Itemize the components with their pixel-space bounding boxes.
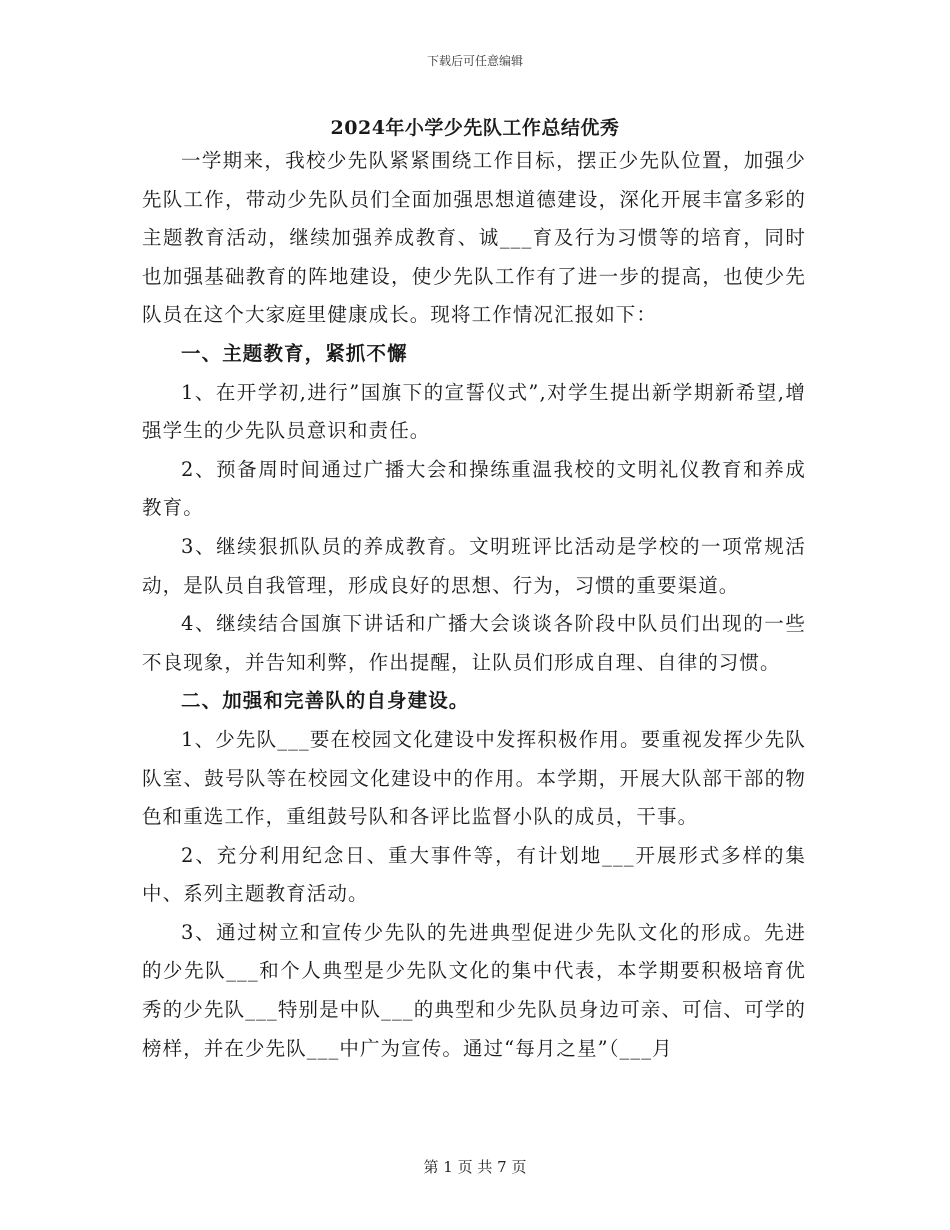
section-heading: 二、加强和完善队的自身建设。 [181,689,470,713]
list-item: 1、在开学初,进行”国旗下的宣誓仪式”,对学生提出新学期新希望,增强学生的少先队员意识和责任。 [142,380,806,443]
intro-paragraph: 一学期来，我校少先队紧紧围绕工作目标，摆正少先队位置，加强少先队工作，带动少先队员们全面加强思想道德建设，深化开展丰富多彩的主题教育活动，继续加强养成教育、诚___育及行为习惯等的培育，同时也加强基础教育的阵地建设，使少先队工作有了进一步的提高，也使少先队员在这个大家庭里健康成长。现将工作情况汇报如下： [142,149,806,327]
list-item: 2、预备周时间通过广播大会和操练重温我校的文明礼仪教育和养成教育。 [142,457,806,520]
section-heading: 一、主题教育，紧抓不懈 [181,341,408,365]
page-header-note: 下载后可任意编辑 [426,54,523,68]
list-item: 1、少先队___要在校园文化建设中发挥积极作用。要重视发挥少先队队室、鼓号队等在校园文化建设中的作用。本学期，开展大队部干部的物色和重选工作，重组鼓号队和各评比监督小队的成员，干事。 [142,727,806,829]
document-body [142,142,806,1068]
list-item: 2、充分利用纪念日、重大事件等，有计划地___开展形式多样的集中、系列主题教育活动。 [142,843,806,906]
page-footer: 第 1 页 共 7 页 [423,1158,527,1176]
document-title: 2024年小学少先队工作总结优秀 [330,117,620,139]
list-item: 4、继续结合国旗下讲话和广播大会谈谈各阶段中队员们出现的一些不良现象，并告知利弊，作出提醒，让队员们形成自理、自律的习惯。 [142,612,806,674]
list-item: 3、继续狠抓队员的养成教育。文明班评比活动是学校的一项常规活动，是队员自我管理，形成良好的思想、行为，习惯的重要渠道。 [142,534,806,597]
list-item: 3、通过树立和宣传少先队的先进典型促进少先队文化的形成。先进的少先队___和个人典型是少先队文化的集中代表，本学期要积极培育优秀的少先队___特别是中队___的典型和少先队员身边可亲、可信、可学的榜样，并在少先队___中广为宣传。通过“每月之星”（___月 [142,920,806,1060]
